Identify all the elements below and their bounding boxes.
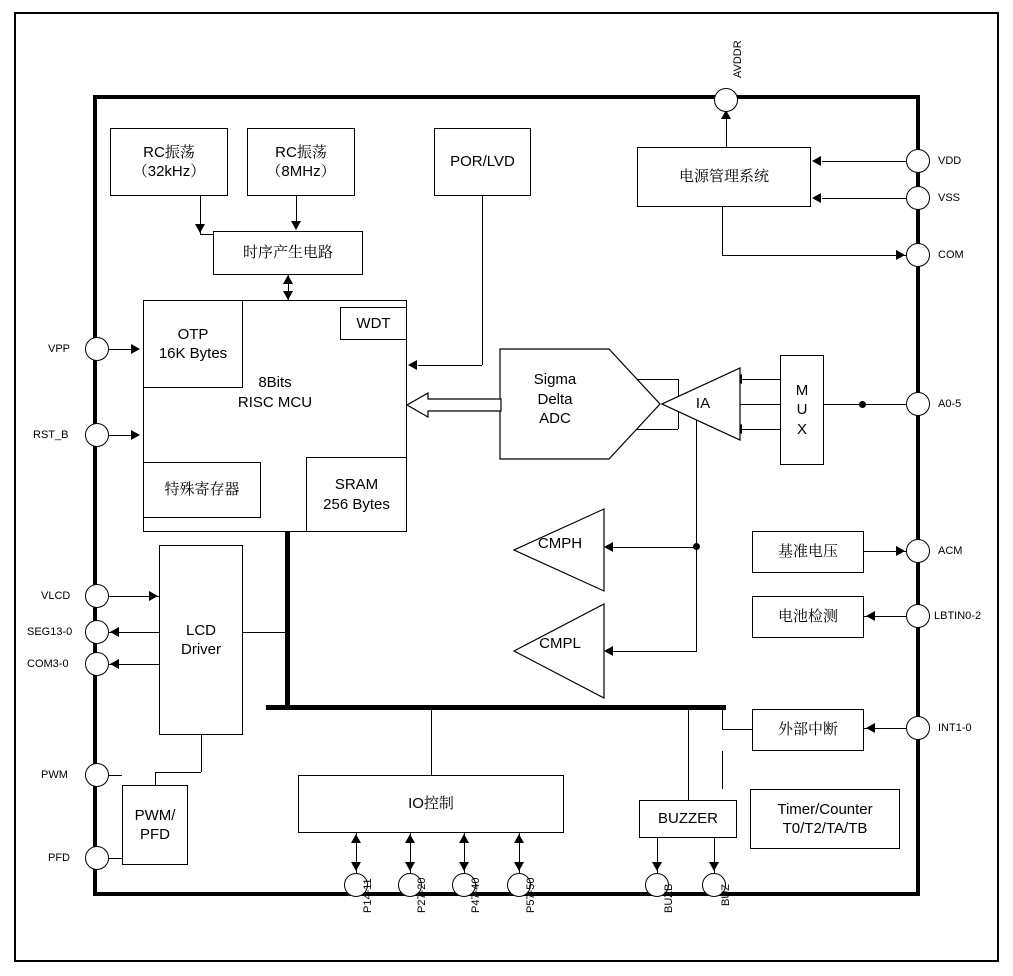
block-voltage-reference[interactable]	[752, 531, 864, 573]
power-mgmt-line1: 电源管理系统	[678, 168, 769, 186]
adc-line1: Sigma	[533, 371, 577, 388]
arrow-rc8m	[291, 221, 301, 230]
arrow-p27-20-down	[405, 862, 415, 871]
vref-line1: 基准电压	[777, 543, 838, 561]
bus-vertical	[285, 532, 290, 710]
sram-line2: 256 Bytes	[323, 495, 390, 513]
block-special-function-registers[interactable]	[143, 462, 261, 518]
arrow-rc32k	[195, 224, 205, 233]
block-external-interrupt[interactable]	[752, 709, 864, 751]
block-rc-oscillator-32khz[interactable]	[110, 128, 228, 196]
timer-line1: Timer/Counter	[777, 800, 873, 818]
wire-bus-buzzer	[688, 705, 689, 800]
wire-mux-ia-top	[741, 379, 780, 380]
arrow-p57-50-up	[514, 834, 524, 843]
pin-label-buzb: BUZB	[663, 883, 675, 913]
buzzer-line1: BUZZER	[658, 810, 718, 828]
pin-com3-0[interactable]	[85, 652, 109, 676]
pin-label-p47-40: P47-40	[470, 877, 482, 913]
pin-label-avddr: AVDDR	[732, 40, 744, 78]
wire-mux-ia-bottom	[741, 429, 780, 430]
wire-pwm-bus	[155, 772, 201, 773]
rc8m-line2: （8MHz）	[266, 163, 336, 180]
arrow-lbtin	[866, 611, 875, 621]
block-ia[interactable]	[673, 395, 733, 412]
adc-line2: Delta	[537, 390, 573, 408]
pin-seg13-0[interactable]	[85, 620, 109, 644]
arrow-p14-11-down	[351, 862, 361, 871]
wire-rc8m-down	[296, 196, 297, 224]
pin-label-a0-5: A0-5	[938, 398, 962, 410]
pin-pfd[interactable]	[85, 846, 109, 870]
otp-line2: 16K Bytes	[158, 345, 228, 362]
lcd-driver-line2: Driver	[181, 641, 221, 658]
wire-bus-io	[431, 705, 432, 775]
arrow-cmpl-in	[604, 646, 613, 656]
block-por-lvd[interactable]	[434, 128, 531, 196]
block-wdt[interactable]	[340, 307, 407, 340]
block-sigma-delta-adc[interactable]	[505, 370, 605, 429]
wire-com	[722, 255, 906, 256]
pin-label-vpp: VPP	[48, 343, 71, 355]
rc8m-line1: RC振荡	[275, 143, 327, 161]
pin-vdd[interactable]	[906, 149, 930, 173]
arrow-vpp	[131, 344, 140, 354]
block-rc-oscillator-8mhz[interactable]	[247, 128, 355, 196]
battery-detect-line1: 电池检测	[777, 608, 838, 626]
pin-label-vdd: VDD	[938, 155, 962, 167]
mcu-line1: 8Bits	[258, 374, 292, 391]
pin-int1-0[interactable]	[906, 716, 930, 740]
wire-vss	[822, 198, 906, 199]
pwm-pfd-line2: PFD	[140, 826, 170, 843]
sram-line1: SRAM	[334, 476, 379, 493]
wire-pwm-pin	[109, 775, 122, 776]
pin-label-vlcd: VLCD	[41, 590, 71, 602]
pin-vlcd[interactable]	[85, 584, 109, 608]
wire-cmph-in	[613, 547, 697, 548]
arrow-int10	[866, 723, 875, 733]
arrow-acm	[896, 546, 905, 556]
pin-lbtin0-2[interactable]	[906, 604, 930, 628]
arrow-p14-11-up	[351, 834, 361, 843]
pin-com[interactable]	[906, 243, 930, 267]
mux-line1: M	[795, 381, 809, 399]
wire-bus-extint-v	[722, 705, 723, 729]
block-lcd-driver[interactable]	[159, 545, 243, 735]
wire-vdd	[822, 161, 906, 162]
rc32k-line1: RC振荡	[143, 143, 195, 161]
pin-label-lbtin0-2: LBTIN0-2	[934, 610, 982, 622]
wdt-line1: WDT	[356, 314, 391, 332]
timing-gen-line1: 时序产生电路	[242, 244, 333, 262]
arrow-timing-up	[283, 275, 293, 284]
mux-line3: X	[796, 420, 807, 438]
wire-lcd-bus	[243, 632, 287, 633]
pin-avddr[interactable]	[714, 88, 738, 112]
pin-label-p27-20: P27-20	[416, 877, 428, 913]
arrow-vss	[812, 193, 821, 203]
arrow-timing-down	[283, 291, 293, 300]
arrow-seg13	[110, 627, 119, 637]
timer-line2: T0/T2/TA/TB	[782, 820, 868, 837]
ext-int-line1: 外部中断	[777, 721, 838, 739]
adc-line3: ADC	[539, 410, 571, 427]
wire-porlvd-left	[418, 365, 482, 366]
pin-label-int1-0: INT1-0	[938, 722, 972, 734]
rc32k-line2: （32kHz）	[132, 163, 206, 180]
block-cmph[interactable]	[523, 535, 597, 552]
block-cmpl[interactable]	[523, 635, 597, 652]
block-pwm-pfd[interactable]	[122, 785, 188, 865]
block-sram[interactable]	[306, 457, 407, 532]
arrow-p47-40-up	[459, 834, 469, 843]
arrow-p57-50-down	[514, 862, 524, 871]
block-timing-generator[interactable]	[213, 231, 363, 275]
pwm-pfd-line1: PWM/	[134, 806, 176, 824]
pin-label-acm: ACM	[938, 545, 963, 557]
wire-bus-extint	[722, 729, 752, 730]
pin-label-com3-0: COM3-0	[27, 658, 69, 670]
block-buzzer[interactable]	[639, 800, 737, 838]
junction-cmp	[693, 543, 700, 550]
block-battery-detect[interactable]	[752, 596, 864, 638]
pin-vss[interactable]	[906, 186, 930, 210]
arrow-com30	[110, 659, 119, 669]
pin-label-pwm: PWM	[41, 769, 68, 781]
wire-lcd-down	[201, 735, 202, 772]
junction-a05	[859, 401, 866, 408]
wire-pwm-bus-down	[155, 772, 156, 785]
wire-cmpl-in	[613, 651, 697, 652]
pin-label-com: COM	[938, 249, 964, 261]
arrow-p27-20-up	[405, 834, 415, 843]
lcd-driver-line1: LCD	[185, 621, 216, 639]
pin-label-buz: BUZ	[720, 884, 732, 906]
cmph-line1: CMPH	[537, 535, 583, 552]
arrow-buzb	[652, 862, 662, 871]
wire-pm-down	[722, 207, 723, 255]
pin-vpp[interactable]	[85, 337, 109, 361]
porlvd-line1: POR/LVD	[450, 153, 515, 171]
arrow-p47-40-down	[459, 862, 469, 871]
arrow-buz	[709, 862, 719, 871]
mux-line2: U	[796, 401, 808, 419]
wire-rc32k-right	[200, 234, 214, 235]
block-mux[interactable]	[780, 355, 824, 465]
pin-label-vss: VSS	[938, 192, 961, 204]
pin-label-rst_b: RST_B	[33, 429, 69, 441]
pin-acm[interactable]	[906, 539, 930, 563]
cmpl-line1: CMPL	[539, 635, 581, 652]
pin-label-p14-11: P14-11	[362, 878, 374, 913]
arrow-vlcd	[149, 591, 158, 601]
pin-label-p57-50: P57-50	[525, 877, 537, 913]
block-io-control[interactable]	[298, 775, 564, 833]
pin-pwm[interactable]	[85, 763, 109, 787]
arrow-adc-to-mcu	[406, 392, 502, 418]
wire-pfd-pin	[109, 858, 122, 859]
io-ctrl-line1: IO控制	[408, 795, 454, 813]
arrow-vdd	[812, 156, 821, 166]
sfr-line1: 特殊寄存器	[164, 481, 240, 499]
pin-label-pfd: PFD	[48, 852, 70, 864]
pin-rst_b[interactable]	[85, 423, 109, 447]
block-timer-counter[interactable]	[750, 789, 900, 849]
arrow-porlvd	[408, 360, 417, 370]
wire-porlvd-down	[482, 196, 483, 365]
wire-cmpl-down	[696, 547, 697, 651]
block-power-management[interactable]	[637, 147, 811, 207]
otp-line1: OTP	[177, 325, 209, 343]
wire-bus-timer	[722, 751, 723, 789]
bus-horizontal	[266, 705, 726, 710]
pin-a0-5[interactable]	[906, 392, 930, 416]
ia-line1: IA	[695, 395, 711, 412]
pin-label-seg13-0: SEG13-0	[27, 626, 73, 638]
block-otp[interactable]	[143, 300, 243, 388]
arrow-rstb	[131, 430, 140, 440]
mcu-line2: RISC MCU	[237, 393, 313, 411]
arrow-cmph-in	[604, 542, 613, 552]
arrow-com	[896, 250, 905, 260]
